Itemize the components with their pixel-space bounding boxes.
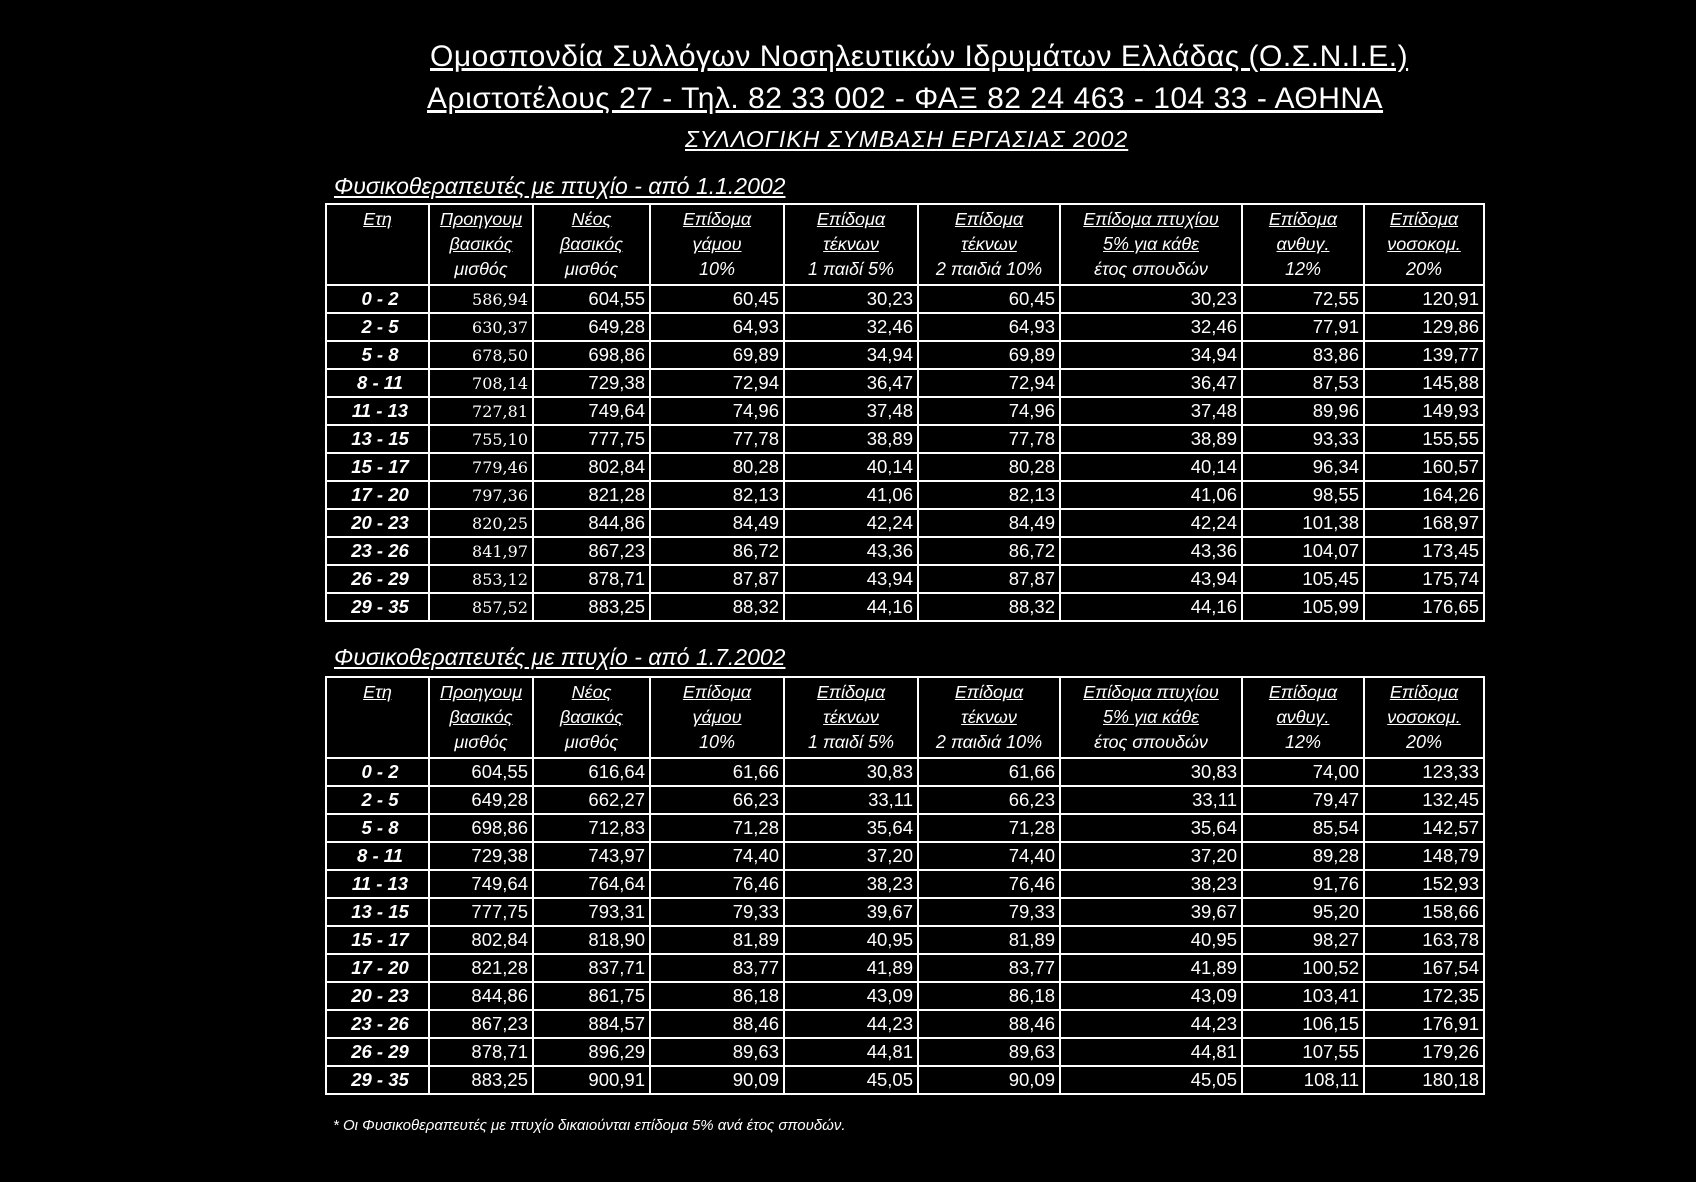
years-cell: 20 - 23 bbox=[326, 982, 429, 1010]
years-cell: 2 - 5 bbox=[326, 786, 429, 814]
value-cell: 793,31 bbox=[533, 898, 650, 926]
years-cell: 8 - 11 bbox=[326, 842, 429, 870]
value-cell: 678,50 bbox=[429, 341, 533, 369]
value-cell: 86,18 bbox=[918, 982, 1060, 1010]
value-cell: 35,64 bbox=[1060, 814, 1242, 842]
value-cell: 837,71 bbox=[533, 954, 650, 982]
table-row bbox=[326, 786, 1484, 814]
column-header: Επίδομα νοσοκομ. 20% bbox=[1364, 677, 1484, 758]
value-cell: 729,38 bbox=[429, 842, 533, 870]
column-header: Νέος βασικός μισθός bbox=[533, 677, 650, 758]
value-cell: 712,83 bbox=[533, 814, 650, 842]
table-row bbox=[326, 982, 1484, 1010]
value-cell: 107,55 bbox=[1242, 1038, 1364, 1066]
years-cell: 17 - 20 bbox=[326, 481, 429, 509]
value-cell: 77,91 bbox=[1242, 313, 1364, 341]
value-cell: 37,48 bbox=[1060, 397, 1242, 425]
table-row bbox=[326, 1038, 1484, 1066]
value-cell: 43,94 bbox=[1060, 565, 1242, 593]
value-cell: 82,13 bbox=[650, 481, 784, 509]
value-cell: 40,14 bbox=[784, 453, 918, 481]
years-cell: 11 - 13 bbox=[326, 870, 429, 898]
years-cell: 29 - 35 bbox=[326, 1066, 429, 1094]
years-cell: 26 - 29 bbox=[326, 565, 429, 593]
table-row bbox=[326, 758, 1484, 786]
value-cell: 98,55 bbox=[1242, 481, 1364, 509]
value-cell: 43,36 bbox=[784, 537, 918, 565]
value-cell: 86,72 bbox=[918, 537, 1060, 565]
table-row bbox=[326, 870, 1484, 898]
value-cell: 77,78 bbox=[650, 425, 784, 453]
value-cell: 32,46 bbox=[784, 313, 918, 341]
column-header: Επίδομα τέκνων 2 παιδιά 10% bbox=[918, 677, 1060, 758]
value-cell: 74,96 bbox=[918, 397, 1060, 425]
table-row bbox=[326, 565, 1484, 593]
value-cell: 36,47 bbox=[1060, 369, 1242, 397]
years-cell: 5 - 8 bbox=[326, 814, 429, 842]
value-cell: 85,54 bbox=[1242, 814, 1364, 842]
value-cell: 41,89 bbox=[1060, 954, 1242, 982]
value-cell: 88,32 bbox=[918, 593, 1060, 621]
table-row bbox=[326, 285, 1484, 313]
value-cell: 662,27 bbox=[533, 786, 650, 814]
value-cell: 163,78 bbox=[1364, 926, 1484, 954]
value-cell: 698,86 bbox=[533, 341, 650, 369]
years-cell: 17 - 20 bbox=[326, 954, 429, 982]
column-header: Επίδομα τέκνων 2 παιδιά 10% bbox=[918, 204, 1060, 285]
value-cell: 844,86 bbox=[429, 982, 533, 1010]
column-header: Επίδομα νοσοκομ. 20% bbox=[1364, 204, 1484, 285]
value-cell: 43,36 bbox=[1060, 537, 1242, 565]
value-cell: 89,28 bbox=[1242, 842, 1364, 870]
value-cell: 76,46 bbox=[650, 870, 784, 898]
years-cell: 2 - 5 bbox=[326, 313, 429, 341]
column-header: Επίδομα γάμου 10% bbox=[650, 204, 784, 285]
value-cell: 604,55 bbox=[533, 285, 650, 313]
value-cell: 883,25 bbox=[429, 1066, 533, 1094]
value-cell: 98,27 bbox=[1242, 926, 1364, 954]
value-cell: 168,97 bbox=[1364, 509, 1484, 537]
table-row bbox=[326, 425, 1484, 453]
table-row bbox=[326, 593, 1484, 621]
value-cell: 172,35 bbox=[1364, 982, 1484, 1010]
value-cell: 88,32 bbox=[650, 593, 784, 621]
value-cell: 145,88 bbox=[1364, 369, 1484, 397]
value-cell: 71,28 bbox=[918, 814, 1060, 842]
value-cell: 74,40 bbox=[918, 842, 1060, 870]
value-cell: 81,89 bbox=[918, 926, 1060, 954]
years-cell: 20 - 23 bbox=[326, 509, 429, 537]
table1-body bbox=[326, 285, 1484, 621]
salary-table-jul-2002 bbox=[325, 676, 1485, 1095]
value-cell: 80,28 bbox=[650, 453, 784, 481]
value-cell: 93,33 bbox=[1242, 425, 1364, 453]
years-cell: 11 - 13 bbox=[326, 397, 429, 425]
table2-header-row bbox=[326, 677, 1484, 758]
table-row bbox=[326, 842, 1484, 870]
value-cell: 86,72 bbox=[650, 537, 784, 565]
value-cell: 106,15 bbox=[1242, 1010, 1364, 1038]
value-cell: 878,71 bbox=[429, 1038, 533, 1066]
federation-address: Αριστοτέλους 27 - Τηλ. 82 33 002 - ΦΑΞ 82 24 463 - 104 33 - ΑΘΗΝΑ bbox=[427, 82, 1384, 115]
value-cell: 604,55 bbox=[429, 758, 533, 786]
value-cell: 104,07 bbox=[1242, 537, 1364, 565]
table1-header-row bbox=[326, 204, 1484, 285]
value-cell: 861,75 bbox=[533, 982, 650, 1010]
value-cell: 44,16 bbox=[784, 593, 918, 621]
value-cell: 41,89 bbox=[784, 954, 918, 982]
value-cell: 44,81 bbox=[784, 1038, 918, 1066]
column-header: Επίδομα τέκνων 1 παιδί 5% bbox=[784, 204, 918, 285]
value-cell: 88,46 bbox=[918, 1010, 1060, 1038]
value-cell: 37,48 bbox=[784, 397, 918, 425]
value-cell: 821,28 bbox=[533, 481, 650, 509]
column-header: Επίδομα γάμου 10% bbox=[650, 677, 784, 758]
value-cell: 40,95 bbox=[784, 926, 918, 954]
value-cell: 60,45 bbox=[918, 285, 1060, 313]
value-cell: 30,83 bbox=[1060, 758, 1242, 786]
value-cell: 649,28 bbox=[429, 786, 533, 814]
value-cell: 88,46 bbox=[650, 1010, 784, 1038]
value-cell: 132,45 bbox=[1364, 786, 1484, 814]
value-cell: 41,06 bbox=[1060, 481, 1242, 509]
value-cell: 764,64 bbox=[533, 870, 650, 898]
value-cell: 72,94 bbox=[650, 369, 784, 397]
value-cell: 779,46 bbox=[429, 453, 533, 481]
value-cell: 30,23 bbox=[784, 285, 918, 313]
value-cell: 103,41 bbox=[1242, 982, 1364, 1010]
value-cell: 101,38 bbox=[1242, 509, 1364, 537]
value-cell: 867,23 bbox=[429, 1010, 533, 1038]
value-cell: 72,55 bbox=[1242, 285, 1364, 313]
value-cell: 878,71 bbox=[533, 565, 650, 593]
value-cell: 867,23 bbox=[533, 537, 650, 565]
value-cell: 64,93 bbox=[650, 313, 784, 341]
value-cell: 42,24 bbox=[1060, 509, 1242, 537]
value-cell: 755,10 bbox=[429, 425, 533, 453]
column-header: Επίδομα πτυχίου 5% για κάθε έτος σπουδών bbox=[1060, 677, 1242, 758]
table-row bbox=[326, 954, 1484, 982]
table-row bbox=[326, 814, 1484, 842]
federation-name: Ομοσπονδία Συλλόγων Νοσηλευτικών Ιδρυμάτων Ελλάδας (Ο.Σ.Ν.Ι.Ε.) bbox=[430, 40, 1409, 73]
value-cell: 142,57 bbox=[1364, 814, 1484, 842]
value-cell: 79,33 bbox=[918, 898, 1060, 926]
years-cell: 26 - 29 bbox=[326, 1038, 429, 1066]
value-cell: 586,94 bbox=[429, 285, 533, 313]
value-cell: 120,91 bbox=[1364, 285, 1484, 313]
value-cell: 79,47 bbox=[1242, 786, 1364, 814]
value-cell: 129,86 bbox=[1364, 313, 1484, 341]
value-cell: 61,66 bbox=[918, 758, 1060, 786]
value-cell: 158,66 bbox=[1364, 898, 1484, 926]
years-cell: 0 - 2 bbox=[326, 285, 429, 313]
value-cell: 43,09 bbox=[784, 982, 918, 1010]
value-cell: 176,91 bbox=[1364, 1010, 1484, 1038]
column-header: Ετη bbox=[326, 677, 429, 758]
value-cell: 884,57 bbox=[533, 1010, 650, 1038]
table-row bbox=[326, 369, 1484, 397]
value-cell: 698,86 bbox=[429, 814, 533, 842]
value-cell: 123,33 bbox=[1364, 758, 1484, 786]
value-cell: 34,94 bbox=[784, 341, 918, 369]
value-cell: 66,23 bbox=[918, 786, 1060, 814]
value-cell: 80,28 bbox=[918, 453, 1060, 481]
value-cell: 84,49 bbox=[918, 509, 1060, 537]
value-cell: 167,54 bbox=[1364, 954, 1484, 982]
value-cell: 74,40 bbox=[650, 842, 784, 870]
value-cell: 900,91 bbox=[533, 1066, 650, 1094]
value-cell: 36,47 bbox=[784, 369, 918, 397]
value-cell: 844,86 bbox=[533, 509, 650, 537]
value-cell: 69,89 bbox=[918, 341, 1060, 369]
value-cell: 841,97 bbox=[429, 537, 533, 565]
value-cell: 79,33 bbox=[650, 898, 784, 926]
value-cell: 34,94 bbox=[1060, 341, 1242, 369]
years-cell: 13 - 15 bbox=[326, 898, 429, 926]
value-cell: 802,84 bbox=[533, 453, 650, 481]
value-cell: 749,64 bbox=[533, 397, 650, 425]
table-row bbox=[326, 453, 1484, 481]
value-cell: 71,28 bbox=[650, 814, 784, 842]
value-cell: 87,87 bbox=[650, 565, 784, 593]
value-cell: 40,14 bbox=[1060, 453, 1242, 481]
table-row bbox=[326, 1010, 1484, 1038]
value-cell: 44,81 bbox=[1060, 1038, 1242, 1066]
value-cell: 179,26 bbox=[1364, 1038, 1484, 1066]
years-cell: 15 - 17 bbox=[326, 453, 429, 481]
value-cell: 91,76 bbox=[1242, 870, 1364, 898]
value-cell: 38,23 bbox=[784, 870, 918, 898]
value-cell: 43,94 bbox=[784, 565, 918, 593]
table2-body bbox=[326, 758, 1484, 1094]
value-cell: 60,45 bbox=[650, 285, 784, 313]
column-header: Νέος βασικός μισθός bbox=[533, 204, 650, 285]
value-cell: 160,57 bbox=[1364, 453, 1484, 481]
value-cell: 105,45 bbox=[1242, 565, 1364, 593]
value-cell: 708,14 bbox=[429, 369, 533, 397]
value-cell: 42,24 bbox=[784, 509, 918, 537]
agreement-title: ΣΥΛΛΟΓΙΚΗ ΣΥΜΒΑΣΗ ΕΡΓΑΣΙΑΣ 2002 bbox=[685, 126, 1129, 152]
value-cell: 44,16 bbox=[1060, 593, 1242, 621]
value-cell: 64,93 bbox=[918, 313, 1060, 341]
value-cell: 152,93 bbox=[1364, 870, 1484, 898]
value-cell: 39,67 bbox=[1060, 898, 1242, 926]
table1-title: Φυσικοθεραπευτές με πτυχίο - από 1.1.2002 bbox=[334, 173, 786, 199]
value-cell: 176,65 bbox=[1364, 593, 1484, 621]
table-row bbox=[326, 341, 1484, 369]
value-cell: 44,23 bbox=[1060, 1010, 1242, 1038]
value-cell: 108,11 bbox=[1242, 1066, 1364, 1094]
table-row bbox=[326, 1066, 1484, 1094]
value-cell: 82,13 bbox=[918, 481, 1060, 509]
value-cell: 72,94 bbox=[918, 369, 1060, 397]
value-cell: 729,38 bbox=[533, 369, 650, 397]
value-cell: 38,89 bbox=[784, 425, 918, 453]
value-cell: 797,36 bbox=[429, 481, 533, 509]
value-cell: 149,93 bbox=[1364, 397, 1484, 425]
value-cell: 857,52 bbox=[429, 593, 533, 621]
value-cell: 84,49 bbox=[650, 509, 784, 537]
value-cell: 148,79 bbox=[1364, 842, 1484, 870]
column-header: Επίδομα ανθυγ. 12% bbox=[1242, 204, 1364, 285]
value-cell: 727,81 bbox=[429, 397, 533, 425]
value-cell: 43,09 bbox=[1060, 982, 1242, 1010]
years-cell: 15 - 17 bbox=[326, 926, 429, 954]
value-cell: 180,18 bbox=[1364, 1066, 1484, 1094]
table-row bbox=[326, 481, 1484, 509]
value-cell: 164,26 bbox=[1364, 481, 1484, 509]
value-cell: 139,77 bbox=[1364, 341, 1484, 369]
value-cell: 90,09 bbox=[918, 1066, 1060, 1094]
value-cell: 87,53 bbox=[1242, 369, 1364, 397]
value-cell: 76,46 bbox=[918, 870, 1060, 898]
value-cell: 66,23 bbox=[650, 786, 784, 814]
value-cell: 61,66 bbox=[650, 758, 784, 786]
value-cell: 155,55 bbox=[1364, 425, 1484, 453]
value-cell: 74,00 bbox=[1242, 758, 1364, 786]
value-cell: 38,23 bbox=[1060, 870, 1242, 898]
value-cell: 820,25 bbox=[429, 509, 533, 537]
value-cell: 100,52 bbox=[1242, 954, 1364, 982]
value-cell: 105,99 bbox=[1242, 593, 1364, 621]
value-cell: 89,63 bbox=[918, 1038, 1060, 1066]
table-row bbox=[326, 537, 1484, 565]
column-header: Προηγουμ βασικός μισθός bbox=[429, 677, 533, 758]
years-cell: 13 - 15 bbox=[326, 425, 429, 453]
value-cell: 87,87 bbox=[918, 565, 1060, 593]
value-cell: 37,20 bbox=[784, 842, 918, 870]
value-cell: 630,37 bbox=[429, 313, 533, 341]
value-cell: 30,83 bbox=[784, 758, 918, 786]
value-cell: 853,12 bbox=[429, 565, 533, 593]
value-cell: 802,84 bbox=[429, 926, 533, 954]
table-row bbox=[326, 397, 1484, 425]
value-cell: 96,34 bbox=[1242, 453, 1364, 481]
value-cell: 41,06 bbox=[784, 481, 918, 509]
value-cell: 743,97 bbox=[533, 842, 650, 870]
column-header: Επίδομα πτυχίου 5% για κάθε έτος σπουδών bbox=[1060, 204, 1242, 285]
value-cell: 616,64 bbox=[533, 758, 650, 786]
value-cell: 74,96 bbox=[650, 397, 784, 425]
value-cell: 83,77 bbox=[918, 954, 1060, 982]
value-cell: 45,05 bbox=[1060, 1066, 1242, 1094]
value-cell: 33,11 bbox=[784, 786, 918, 814]
years-cell: 5 - 8 bbox=[326, 341, 429, 369]
column-header: Επίδομα ανθυγ. 12% bbox=[1242, 677, 1364, 758]
value-cell: 95,20 bbox=[1242, 898, 1364, 926]
value-cell: 83,77 bbox=[650, 954, 784, 982]
value-cell: 818,90 bbox=[533, 926, 650, 954]
value-cell: 38,89 bbox=[1060, 425, 1242, 453]
value-cell: 39,67 bbox=[784, 898, 918, 926]
value-cell: 89,96 bbox=[1242, 397, 1364, 425]
table-row bbox=[326, 509, 1484, 537]
value-cell: 37,20 bbox=[1060, 842, 1242, 870]
value-cell: 896,29 bbox=[533, 1038, 650, 1066]
column-header: Ετη bbox=[326, 204, 429, 285]
salary-table-jan-2002 bbox=[325, 203, 1485, 622]
table-row bbox=[326, 898, 1484, 926]
value-cell: 44,23 bbox=[784, 1010, 918, 1038]
value-cell: 77,78 bbox=[918, 425, 1060, 453]
value-cell: 81,89 bbox=[650, 926, 784, 954]
footnote: * Οι Φυσικοθεραπευτές με πτυχίο δικαιούνται επίδομα 5% ανά έτος σπουδών. bbox=[333, 1117, 846, 1134]
value-cell: 175,74 bbox=[1364, 565, 1484, 593]
years-cell: 23 - 26 bbox=[326, 1010, 429, 1038]
value-cell: 33,11 bbox=[1060, 786, 1242, 814]
value-cell: 821,28 bbox=[429, 954, 533, 982]
table-row bbox=[326, 926, 1484, 954]
years-cell: 29 - 35 bbox=[326, 593, 429, 621]
value-cell: 649,28 bbox=[533, 313, 650, 341]
value-cell: 883,25 bbox=[533, 593, 650, 621]
years-cell: 23 - 26 bbox=[326, 537, 429, 565]
value-cell: 35,64 bbox=[784, 814, 918, 842]
value-cell: 69,89 bbox=[650, 341, 784, 369]
value-cell: 777,75 bbox=[533, 425, 650, 453]
value-cell: 32,46 bbox=[1060, 313, 1242, 341]
column-header: Επίδομα τέκνων 1 παιδί 5% bbox=[784, 677, 918, 758]
value-cell: 777,75 bbox=[429, 898, 533, 926]
value-cell: 40,95 bbox=[1060, 926, 1242, 954]
column-header: Προηγουμ βασικός μισθός bbox=[429, 204, 533, 285]
value-cell: 173,45 bbox=[1364, 537, 1484, 565]
value-cell: 90,09 bbox=[650, 1066, 784, 1094]
value-cell: 83,86 bbox=[1242, 341, 1364, 369]
value-cell: 86,18 bbox=[650, 982, 784, 1010]
years-cell: 8 - 11 bbox=[326, 369, 429, 397]
years-cell: 0 - 2 bbox=[326, 758, 429, 786]
table-row bbox=[326, 313, 1484, 341]
table2-title: Φυσικοθεραπευτές με πτυχίο - από 1.7.2002 bbox=[334, 644, 786, 670]
value-cell: 749,64 bbox=[429, 870, 533, 898]
value-cell: 45,05 bbox=[784, 1066, 918, 1094]
value-cell: 30,23 bbox=[1060, 285, 1242, 313]
value-cell: 89,63 bbox=[650, 1038, 784, 1066]
